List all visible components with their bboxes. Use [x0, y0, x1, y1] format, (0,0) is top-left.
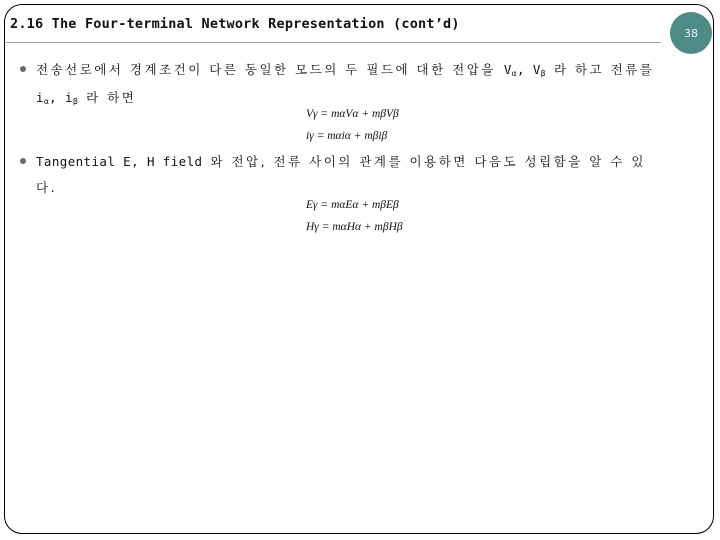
equation-current: iγ = mαiα + mβiβ: [306, 130, 388, 142]
bullet-2-latin: Tangential E, H field: [36, 154, 203, 169]
v-beta-symbol: $V_\beta$: [532, 62, 546, 78]
bullet-1-line-2: $i_\alpha$, $i_\beta$ 라 하면: [36, 90, 137, 106]
slide-frame: [4, 4, 714, 534]
bullet-1-tail: 라 하고 전류를: [553, 62, 655, 77]
bullet-2-text: 와 전압, 전류 사이의 관계를 이용하면 다음도 성립함을 알 수 있: [210, 154, 646, 169]
bullet-1-text: 전송선로에서 경계조건이 다른 동일한 모드의 두 필드에 대한 전압을: [36, 62, 496, 77]
equation-electric-field: Eγ = mαEα + mβEβ: [306, 199, 399, 211]
bullet-1-line-2-tail: 라 하면: [86, 90, 137, 105]
i-alpha-symbol: $i_\alpha$: [36, 90, 50, 106]
title-divider: [6, 42, 661, 43]
page-number-badge: 38: [670, 12, 712, 54]
equation-magnetic-field: Hγ = mαHα + mβHβ: [306, 221, 403, 233]
v-alpha-symbol: $V_\alpha$: [503, 62, 517, 78]
bullet-1-line-1: 전송선로에서 경계조건이 다른 동일한 모드의 두 필드에 대한 전압을 $V_\alpha$, $V_\beta$ 라 하고 전류를: [36, 62, 655, 78]
slide-title: 2.16 The Four-terminal Network Representation (cont’d): [10, 16, 460, 32]
bullet-2-line-2: 다.: [36, 180, 58, 195]
i-beta-symbol: $i_\beta$: [65, 90, 79, 106]
bullet-2-line-1: [36, 152, 646, 170]
bullet-marker: [20, 66, 26, 72]
bullet-marker: [20, 158, 26, 164]
equation-voltage: Vγ = mαVα + mβVβ: [306, 108, 399, 120]
